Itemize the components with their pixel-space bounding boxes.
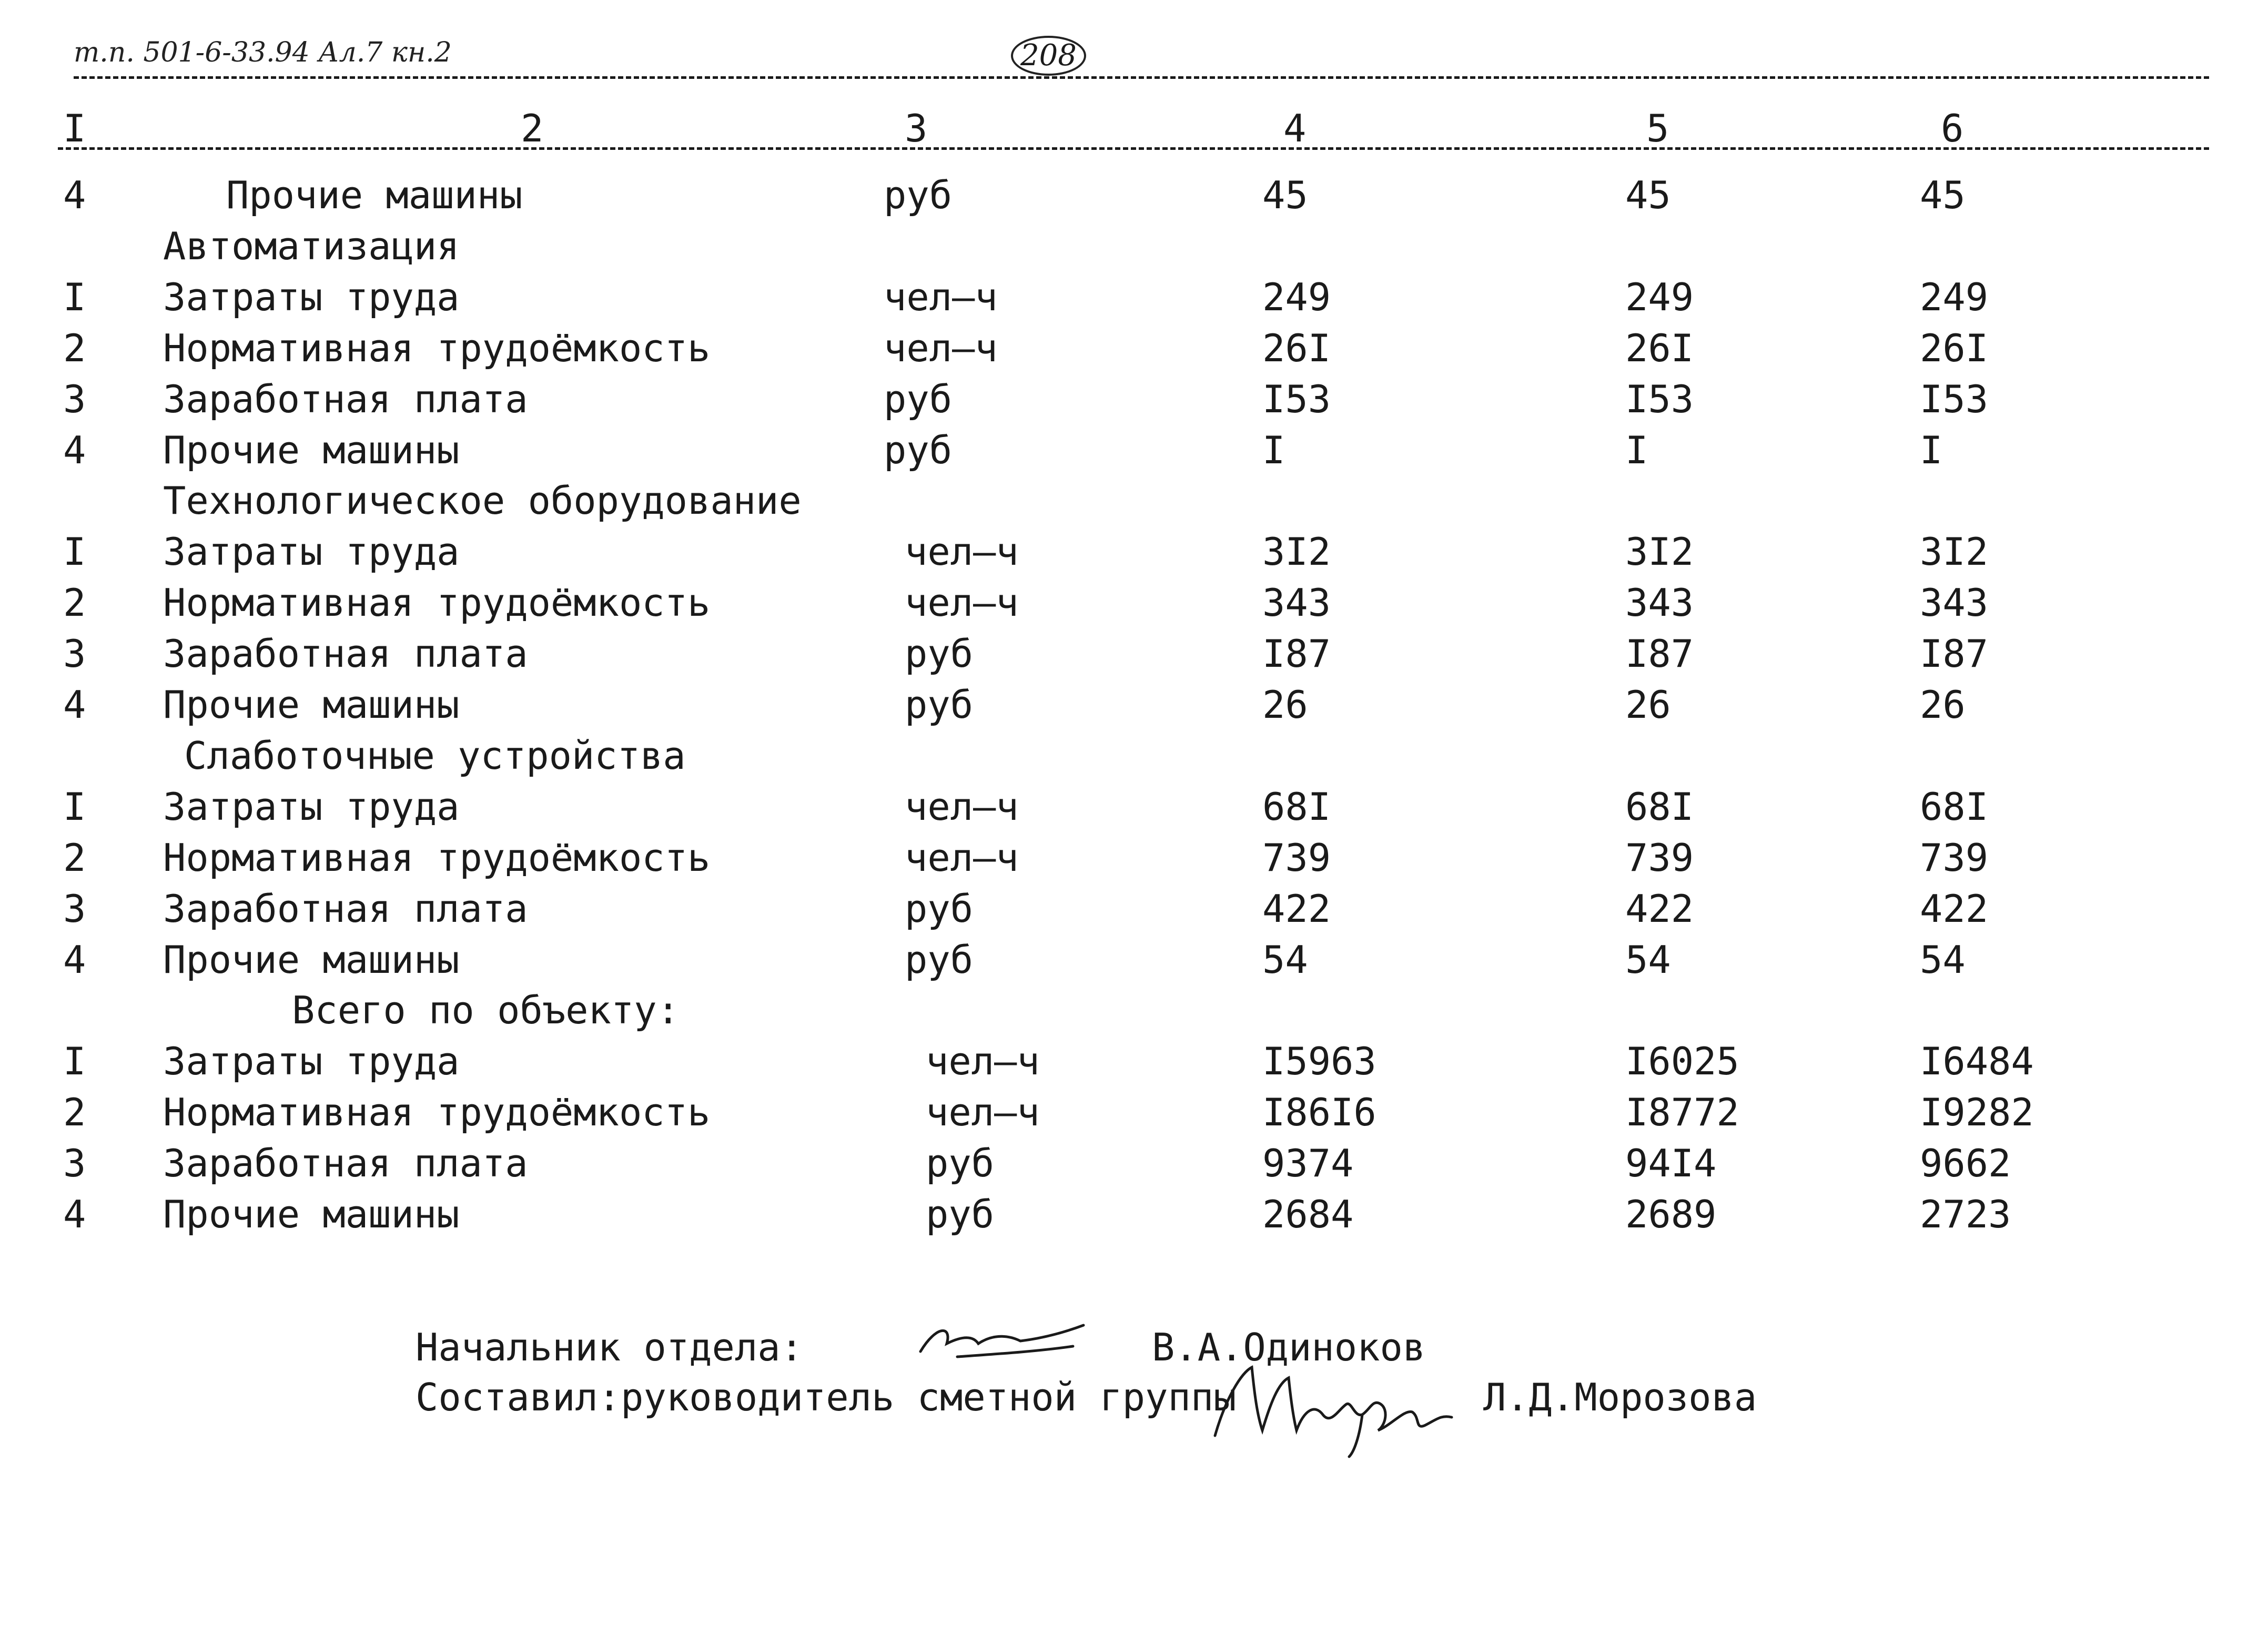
table-row bbox=[0, 428, 2268, 479]
value-col-6: 3I2 bbox=[1920, 530, 1989, 574]
table-row bbox=[0, 632, 2268, 682]
header-rule bbox=[58, 147, 2209, 150]
table-row bbox=[0, 173, 2268, 223]
row-unit: руб bbox=[884, 428, 953, 472]
row-number: 3 bbox=[63, 887, 86, 931]
row-number: I bbox=[63, 1039, 86, 1083]
row-label: Заработная плата bbox=[163, 377, 528, 421]
row-unit: руб bbox=[884, 377, 953, 421]
section-heading-row bbox=[0, 479, 2268, 529]
row-unit: чел–ч bbox=[905, 785, 1019, 829]
value-col-5: I8772 bbox=[1625, 1090, 1739, 1134]
row-label: Затраты труда bbox=[163, 275, 460, 319]
row-label: Заработная плата bbox=[163, 1141, 528, 1185]
row-number: 2 bbox=[63, 1090, 86, 1134]
value-col-4: I bbox=[1262, 428, 1285, 472]
value-col-6: 68I bbox=[1920, 785, 1989, 829]
row-unit: чел–ч bbox=[905, 836, 1019, 880]
value-col-6: 422 bbox=[1920, 887, 1989, 931]
section-title: Технологическое оборудование bbox=[163, 479, 802, 523]
value-col-6: 45 bbox=[1920, 173, 1966, 217]
value-col-6: I53 bbox=[1920, 377, 1989, 421]
row-label: Нормативная трудоёмкость bbox=[163, 1090, 711, 1134]
value-col-5: I bbox=[1625, 428, 1648, 472]
row-unit: чел–ч bbox=[905, 581, 1019, 625]
table-row bbox=[0, 326, 2268, 377]
row-label: Затраты труда bbox=[163, 1039, 460, 1083]
row-label: Нормативная трудоёмкость bbox=[163, 836, 711, 880]
row-unit: руб bbox=[905, 632, 974, 676]
value-col-6: 249 bbox=[1920, 275, 1989, 319]
row-number: 4 bbox=[63, 428, 86, 472]
value-col-6: 343 bbox=[1920, 581, 1989, 625]
compiler-signature bbox=[1204, 1352, 1457, 1462]
value-col-4: I53 bbox=[1262, 377, 1331, 421]
head-signature bbox=[915, 1315, 1105, 1373]
value-col-5: 422 bbox=[1625, 887, 1694, 931]
row-label: Прочие машины bbox=[163, 683, 460, 727]
table-row bbox=[0, 938, 2268, 988]
table-row bbox=[0, 1141, 2268, 1192]
value-col-4: 26I bbox=[1262, 326, 1331, 370]
row-number: 2 bbox=[63, 326, 86, 370]
table-row bbox=[0, 887, 2268, 937]
row-number: 4 bbox=[63, 938, 86, 982]
value-col-5: 26 bbox=[1625, 683, 1671, 727]
value-col-4: 68I bbox=[1262, 785, 1331, 829]
value-col-6: I6484 bbox=[1920, 1039, 2034, 1083]
section-title: Всего по объекту: bbox=[292, 988, 680, 1032]
row-label: Прочие машины bbox=[163, 938, 460, 982]
head-label: Начальник отдела: bbox=[416, 1325, 803, 1369]
row-number: 4 bbox=[63, 683, 86, 727]
row-label: Заработная плата bbox=[163, 632, 528, 676]
row-number: 2 bbox=[63, 581, 86, 625]
value-col-4: 343 bbox=[1262, 581, 1331, 625]
row-number: 3 bbox=[63, 632, 86, 676]
table-row bbox=[0, 275, 2268, 326]
value-col-6: 2723 bbox=[1920, 1192, 2011, 1236]
value-col-6: 9662 bbox=[1920, 1141, 2011, 1185]
value-col-4: 45 bbox=[1262, 173, 1308, 217]
value-col-5: 739 bbox=[1625, 836, 1694, 880]
row-number: 4 bbox=[63, 173, 86, 217]
section-title: Автоматизация bbox=[163, 224, 460, 268]
value-col-6: 739 bbox=[1920, 836, 1989, 880]
row-unit: чел–ч bbox=[905, 530, 1019, 574]
row-label: Нормативная трудоёмкость bbox=[163, 326, 711, 370]
row-unit: руб bbox=[884, 173, 953, 217]
value-col-5: 54 bbox=[1625, 938, 1671, 982]
table-row bbox=[0, 1039, 2268, 1090]
row-label: Заработная плата bbox=[163, 887, 528, 931]
row-unit: чел–ч bbox=[884, 326, 998, 370]
value-col-5: 343 bbox=[1625, 581, 1694, 625]
table-row bbox=[0, 836, 2268, 886]
row-number: 2 bbox=[63, 836, 86, 880]
row-label: Нормативная трудоёмкость bbox=[163, 581, 711, 625]
compiler-label: Составил:руководитель сметной группы bbox=[416, 1375, 1237, 1419]
row-unit: чел–ч bbox=[926, 1090, 1040, 1134]
table-row bbox=[0, 581, 2268, 631]
head-name: В.А.Одиноков bbox=[1152, 1325, 1426, 1369]
top-rule bbox=[74, 76, 2209, 79]
row-number: I bbox=[63, 530, 86, 574]
section-title: Слаботочные устройства bbox=[184, 734, 686, 778]
row-unit: чел–ч bbox=[884, 275, 998, 319]
row-unit: руб bbox=[926, 1192, 995, 1236]
value-col-6: 26 bbox=[1920, 683, 1966, 727]
value-col-6: 26I bbox=[1920, 326, 1989, 370]
value-col-4: 249 bbox=[1262, 275, 1331, 319]
value-col-4: 9374 bbox=[1262, 1141, 1354, 1185]
row-unit: руб bbox=[905, 683, 974, 727]
value-col-6: 54 bbox=[1920, 938, 1966, 982]
row-number: 3 bbox=[63, 377, 86, 421]
value-col-6: I9282 bbox=[1920, 1090, 2034, 1134]
compiler-name: Л.Д.Морозова bbox=[1483, 1375, 1757, 1419]
row-number: I bbox=[63, 275, 86, 319]
column-header-4: 4 bbox=[1283, 106, 1307, 150]
value-col-5: 2689 bbox=[1625, 1192, 1717, 1236]
section-heading-row bbox=[0, 988, 2268, 1039]
column-header-6: 6 bbox=[1941, 106, 1964, 150]
row-unit: руб bbox=[905, 938, 974, 982]
value-col-5: 68I bbox=[1625, 785, 1694, 829]
table-row bbox=[0, 1192, 2268, 1243]
value-col-6: I bbox=[1920, 428, 1943, 472]
row-label: Прочие машины bbox=[163, 428, 460, 472]
value-col-5: 249 bbox=[1625, 275, 1694, 319]
value-col-4: 422 bbox=[1262, 887, 1331, 931]
value-col-4: 26 bbox=[1262, 683, 1308, 727]
table-row bbox=[0, 683, 2268, 733]
column-header-5: 5 bbox=[1646, 106, 1669, 150]
row-label: Прочие машины bbox=[226, 173, 523, 217]
value-col-5: 94I4 bbox=[1625, 1141, 1717, 1185]
column-header-3: 3 bbox=[905, 106, 928, 150]
value-col-4: 3I2 bbox=[1262, 530, 1331, 574]
value-col-4: 2684 bbox=[1262, 1192, 1354, 1236]
value-col-4: I87 bbox=[1262, 632, 1331, 676]
section-heading-row bbox=[0, 224, 2268, 275]
table-row bbox=[0, 530, 2268, 580]
row-label: Прочие машины bbox=[163, 1192, 460, 1236]
column-header-2: 2 bbox=[521, 106, 544, 150]
row-label: Затраты труда bbox=[163, 785, 460, 829]
document-code: т.п. 501-6-33.94 Ал.7 кн.2 bbox=[74, 37, 452, 68]
value-col-4: 739 bbox=[1262, 836, 1331, 880]
value-col-5: I87 bbox=[1625, 632, 1694, 676]
value-col-4: I5963 bbox=[1262, 1039, 1376, 1083]
value-col-4: I86I6 bbox=[1262, 1090, 1376, 1134]
table-row bbox=[0, 1090, 2268, 1141]
row-label: Затраты труда bbox=[163, 530, 460, 574]
row-number: 4 bbox=[63, 1192, 86, 1236]
value-col-5: 3I2 bbox=[1625, 530, 1694, 574]
table-row bbox=[0, 785, 2268, 835]
value-col-5: I53 bbox=[1625, 377, 1694, 421]
row-unit: чел–ч bbox=[926, 1039, 1040, 1083]
column-header-1: I bbox=[63, 106, 86, 150]
page-number: 208 bbox=[1011, 36, 1086, 76]
row-number: I bbox=[63, 785, 86, 829]
row-number: 3 bbox=[63, 1141, 86, 1185]
section-heading-row bbox=[0, 734, 2268, 784]
table-row bbox=[0, 377, 2268, 428]
value-col-6: I87 bbox=[1920, 632, 1989, 676]
row-unit: руб bbox=[926, 1141, 995, 1185]
value-col-5: 26I bbox=[1625, 326, 1694, 370]
value-col-4: 54 bbox=[1262, 938, 1308, 982]
value-col-5: I6025 bbox=[1625, 1039, 1739, 1083]
value-col-5: 45 bbox=[1625, 173, 1671, 217]
row-unit: руб bbox=[905, 887, 974, 931]
